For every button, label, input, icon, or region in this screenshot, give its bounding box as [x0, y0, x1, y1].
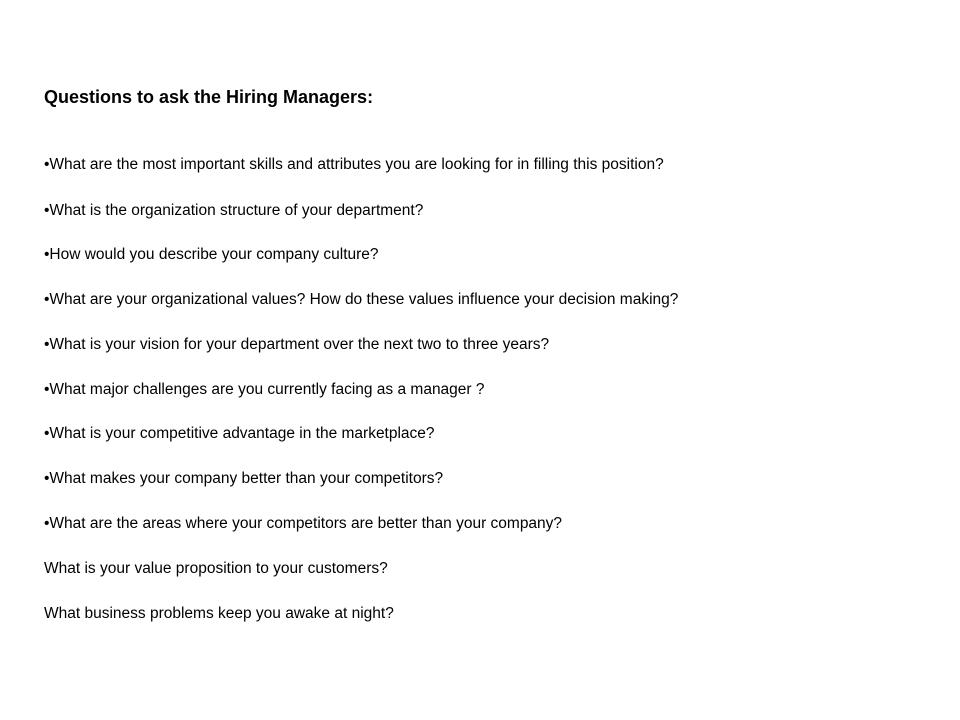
- question-item: •What are the areas where your competitors are better than your company?: [44, 515, 563, 532]
- question-item: •What major challenges are you currently facing as a manager ?: [44, 381, 485, 398]
- slide-title: Questions to ask the Hiring Managers:: [44, 87, 374, 107]
- question-item: •What is the organization structure of your department?: [44, 202, 424, 219]
- question-item: •What is your competitive advantage in the marketplace?: [44, 425, 435, 442]
- question-item: What is your value proposition to your customers?: [44, 560, 388, 577]
- question-item: What business problems keep you awake at night?: [44, 605, 394, 622]
- question-item: •How would you describe your company culture?: [44, 246, 379, 263]
- question-item: •What are the most important skills and attributes you are looking for in filling this position?: [44, 156, 664, 173]
- question-item: •What is your vision for your department over the next two to three years?: [44, 336, 550, 353]
- question-item: •What makes your company better than your competitors?: [44, 470, 444, 487]
- question-item: •What are your organizational values? How do these values influence your decision making?: [44, 291, 679, 308]
